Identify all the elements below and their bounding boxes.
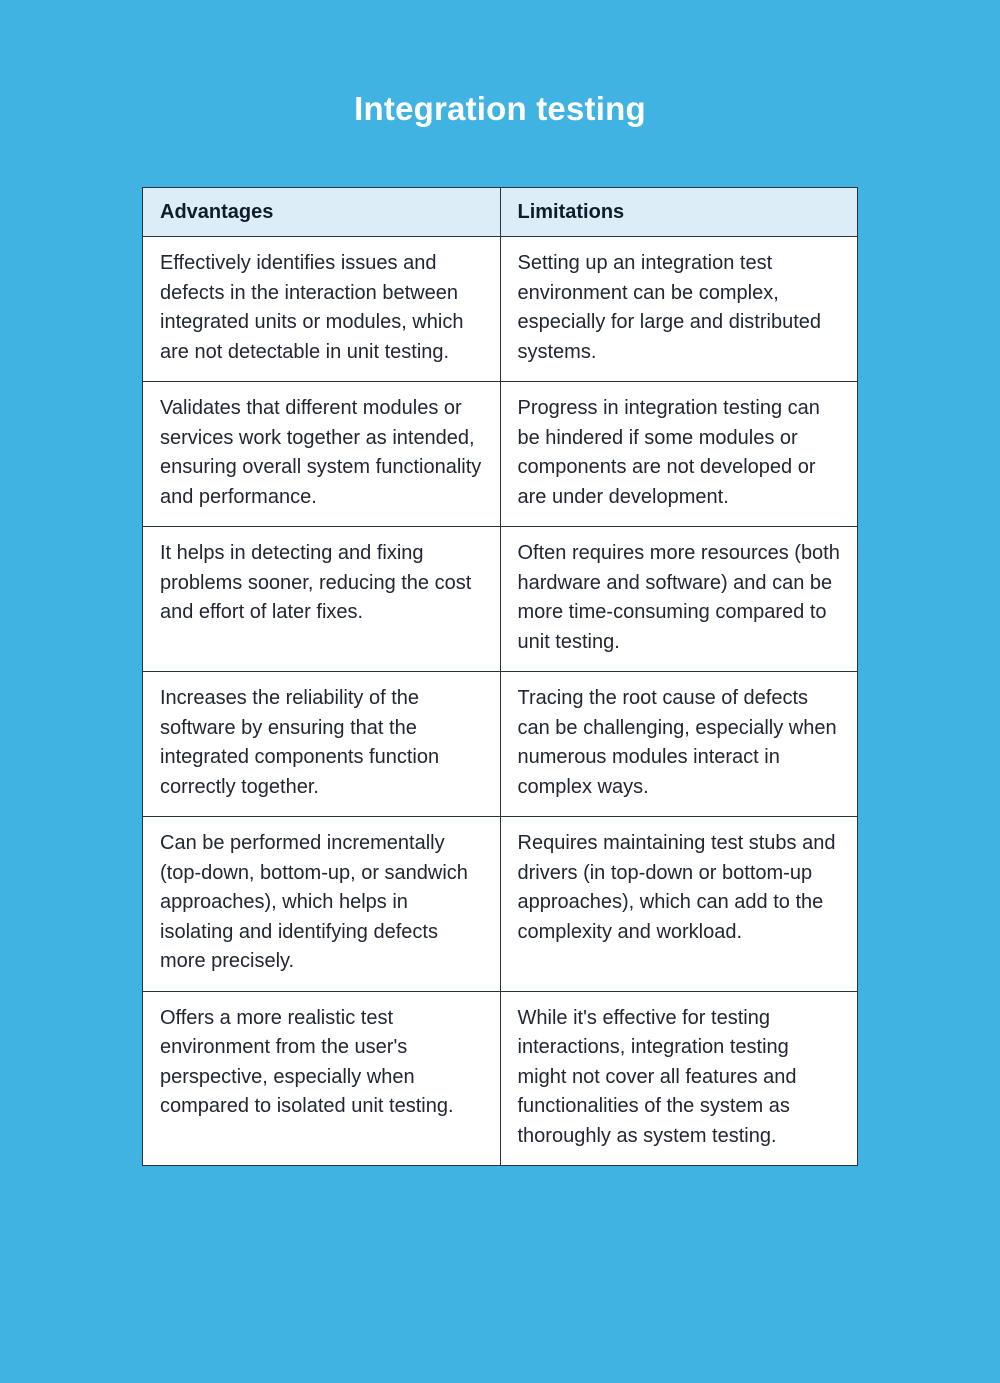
table-header: [143, 188, 858, 237]
advantage-cell: It helps in detecting and fixing problems sooner, reducing the cost and effort of later fixes.: [143, 527, 501, 672]
table-row: [143, 237, 858, 382]
comparison-table-container: [142, 187, 858, 1166]
limitation-cell: Often requires more resources (both hardware and software) and can be more time-consuming compared to unit testing.: [500, 527, 858, 672]
advantage-cell: Offers a more realistic test environment from the user's perspective, especially when compared to isolated unit testing.: [143, 991, 501, 1166]
advantage-cell: Effectively identifies issues and defects in the interaction between integrated units or modules, which are not detectable in unit testing.: [143, 237, 501, 382]
table-row: [143, 672, 858, 817]
header-cell-limitations: Limitations: [500, 188, 858, 237]
limitation-cell: While it's effective for testing interactions, integration testing might not cover all features and functionalities of the system as thoroughly as system testing.: [500, 991, 858, 1166]
table-row: [143, 527, 858, 672]
table-body: [143, 237, 858, 1166]
table-row: [143, 817, 858, 992]
limitation-cell: Requires maintaining test stubs and drivers (in top-down or bottom-up approaches), which can add to the complexity and workload.: [500, 817, 858, 992]
limitation-cell: Progress in integration testing can be hindered if some modules or components are not developed or are under development.: [500, 382, 858, 527]
table-row: [143, 382, 858, 527]
comparison-table: [142, 187, 858, 1166]
page-title: Integration testing: [354, 90, 646, 127]
advantage-cell: Can be performed incrementally (top-down, bottom-up, or sandwich approaches), which helps in isolating and identifying defects more precisely.: [143, 817, 501, 992]
advantage-cell: Increases the reliability of the software by ensuring that the integrated components function correctly together.: [143, 672, 501, 817]
table-row: [143, 991, 858, 1166]
header-cell-advantages: Advantages: [143, 188, 501, 237]
advantage-cell: Validates that different modules or services work together as intended, ensuring overall system functionality and performance.: [143, 382, 501, 527]
limitation-cell: Setting up an integration test environment can be complex, especially for large and distributed systems.: [500, 237, 858, 382]
header-row: [143, 188, 858, 237]
limitation-cell: Tracing the root cause of defects can be challenging, especially when numerous modules interact in complex ways.: [500, 672, 858, 817]
